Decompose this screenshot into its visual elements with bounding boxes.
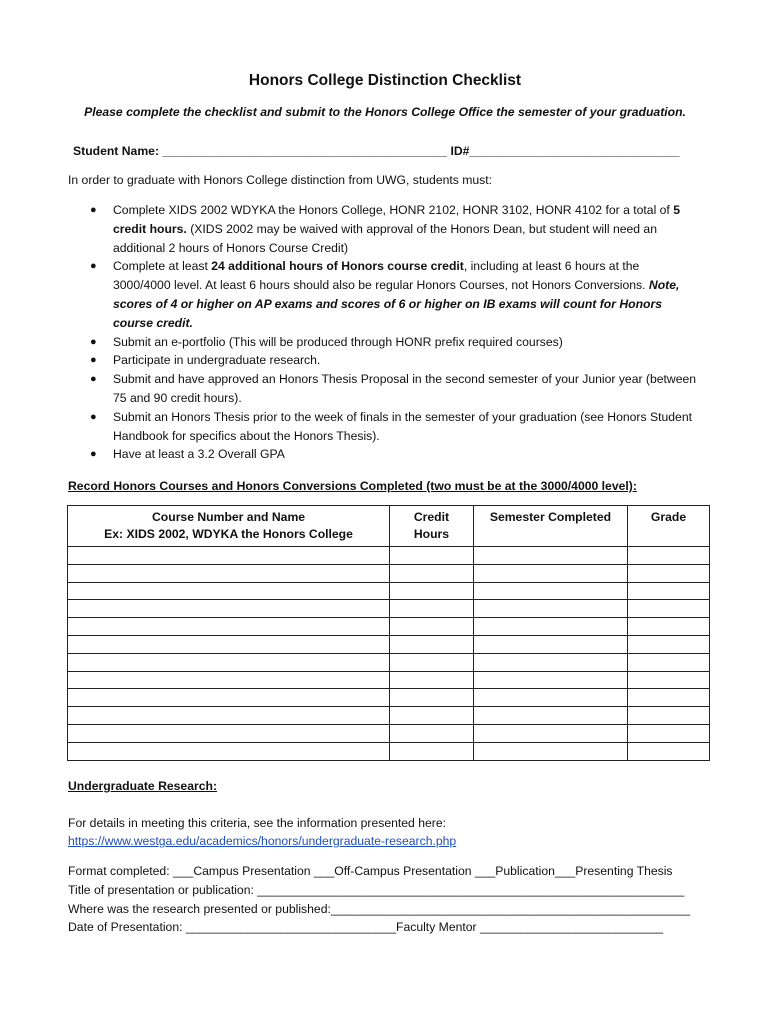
column-header-course xyxy=(68,506,390,547)
table-cell[interactable] xyxy=(68,653,390,671)
table-cell[interactable] xyxy=(473,582,627,600)
column-header-example: Ex: XIDS 2002, WDYKA the Honors College xyxy=(104,527,353,541)
table-cell[interactable] xyxy=(473,547,627,565)
instructions-subtitle: Please complete the checklist and submit to the Honors College Office the semester of your graduation. xyxy=(84,105,686,119)
table-cell[interactable] xyxy=(390,547,474,565)
table-row xyxy=(68,618,710,636)
research-details-text: For details in meeting this criteria, see the information presented here: xyxy=(68,816,447,830)
table-cell[interactable] xyxy=(628,707,710,725)
table-cell[interactable] xyxy=(473,671,627,689)
column-header-label: Credit xyxy=(413,510,450,524)
table-row xyxy=(68,635,710,653)
table-header-row xyxy=(68,506,710,547)
table-cell[interactable] xyxy=(68,582,390,600)
bullet-icon: ● xyxy=(90,373,97,386)
requirement-text: Submit an Honors Thesis prior to the week of finals in the semester of your graduation (see Honors Student Handbook for specifics about the Honors Thesis). xyxy=(113,409,692,443)
requirement-item xyxy=(68,257,698,332)
table-cell[interactable] xyxy=(390,653,474,671)
research-section-heading: Undergraduate Research: xyxy=(68,779,218,793)
table-row xyxy=(68,724,710,742)
requirement-text: Complete XIDS 2002 WDYKA the Honors College, HONR 2102, HONR 3102, HONR 4102 for a total of xyxy=(113,203,674,217)
requirement-item xyxy=(68,408,698,446)
presentation-title-field[interactable]: Title of presentation or publication: _______________________________________________________________ xyxy=(68,883,685,897)
column-header-label: Course Number and Name xyxy=(152,510,306,524)
table-cell[interactable] xyxy=(628,724,710,742)
table-cell[interactable] xyxy=(473,564,627,582)
column-header-credit-hours xyxy=(390,506,474,547)
requirement-item xyxy=(68,370,698,408)
table-cell[interactable] xyxy=(473,635,627,653)
bullet-icon: ● xyxy=(90,354,97,367)
table-cell[interactable] xyxy=(628,653,710,671)
column-header-label: Hours xyxy=(413,527,450,541)
table-cell[interactable] xyxy=(390,671,474,689)
table-cell[interactable] xyxy=(68,618,390,636)
table-cell[interactable] xyxy=(390,618,474,636)
requirement-text: (XIDS 2002 may be waived with approval of the Honors Dean, but student will need an additional 2 hours of Honors Course Credit) xyxy=(113,221,657,255)
table-cell[interactable] xyxy=(390,742,474,760)
table-cell[interactable] xyxy=(68,600,390,618)
bullet-icon: ● xyxy=(90,410,97,423)
table-row xyxy=(68,653,710,671)
table-cell[interactable] xyxy=(628,564,710,582)
table-cell[interactable] xyxy=(628,600,710,618)
table-row xyxy=(68,582,710,600)
student-name-id-field[interactable]: Student Name: __________________________________________ ID#_______________________________ xyxy=(73,144,680,158)
requirement-text: Complete at least xyxy=(113,259,212,274)
requirement-text: Submit and have approved an Honors Thesis Proposal in the second semester of your Junior year (between 75 and 90 credit hours). xyxy=(113,372,697,405)
table-cell[interactable] xyxy=(68,724,390,742)
requirement-item xyxy=(68,351,698,370)
table-cell[interactable] xyxy=(473,689,627,707)
table-cell[interactable] xyxy=(68,689,390,707)
table-cell[interactable] xyxy=(628,671,710,689)
intro-text: In order to graduate with Honors College distinction from UWG, students must: xyxy=(68,173,493,187)
column-header-grade: Grade xyxy=(628,506,710,547)
bullet-icon: ● xyxy=(90,260,97,273)
table-cell[interactable] xyxy=(628,582,710,600)
table-cell[interactable] xyxy=(68,671,390,689)
table-cell[interactable] xyxy=(390,689,474,707)
table-row xyxy=(68,671,710,689)
table-cell[interactable] xyxy=(390,707,474,725)
table-cell[interactable] xyxy=(68,707,390,725)
table-row xyxy=(68,600,710,618)
table-cell[interactable] xyxy=(390,724,474,742)
table-row xyxy=(68,564,710,582)
table-cell[interactable] xyxy=(473,618,627,636)
requirement-text: Have at least a 3.2 Overall GPA xyxy=(113,447,285,462)
requirement-emphasis: 5 credit hours. xyxy=(113,203,680,236)
research-info-link[interactable]: https://www.westga.edu/academics/honors/undergraduate-research.php xyxy=(68,834,457,848)
column-header-semester: Semester Completed xyxy=(473,506,627,547)
table-cell[interactable] xyxy=(473,707,627,725)
table-cell[interactable] xyxy=(628,742,710,760)
requirement-item xyxy=(68,333,698,352)
table-cell[interactable] xyxy=(473,653,627,671)
table-cell[interactable] xyxy=(68,564,390,582)
requirement-emphasis: 24 additional hours of Honors course credit xyxy=(211,259,464,274)
table-cell[interactable] xyxy=(390,600,474,618)
table-cell[interactable] xyxy=(628,618,710,636)
table-row xyxy=(68,689,710,707)
page-title: Honors College Distinction Checklist xyxy=(248,72,522,89)
table-cell[interactable] xyxy=(473,742,627,760)
table-cell[interactable] xyxy=(628,635,710,653)
table-row xyxy=(68,707,710,725)
bullet-icon: ● xyxy=(90,204,97,216)
table-cell[interactable] xyxy=(390,564,474,582)
table-cell[interactable] xyxy=(68,742,390,760)
table-cell[interactable] xyxy=(390,635,474,653)
bullet-icon: ● xyxy=(90,335,97,348)
table-cell[interactable] xyxy=(628,689,710,707)
table-cell[interactable] xyxy=(628,547,710,565)
table-cell[interactable] xyxy=(473,600,627,618)
requirement-item xyxy=(68,201,698,257)
format-completed-field[interactable]: Format completed: ___Campus Presentation ___Off-Campus Presentation ___Publication___Presenting Thesis xyxy=(68,864,673,878)
table-row xyxy=(68,742,710,760)
presentation-date-mentor-field[interactable]: Date of Presentation: _______________________________Faculty Mentor ___________________________ xyxy=(68,920,663,934)
requirement-item xyxy=(68,445,698,464)
table-cell[interactable] xyxy=(68,547,390,565)
table-cell[interactable] xyxy=(473,724,627,742)
table-cell[interactable] xyxy=(68,635,390,653)
table-cell[interactable] xyxy=(390,582,474,600)
courses-section-heading: Record Honors Courses and Honors Conversions Completed (two must be at the 3000/4000 level): xyxy=(68,479,637,493)
table-row xyxy=(68,547,710,565)
requirement-text: Participate in undergraduate research. xyxy=(113,353,321,368)
courses-table xyxy=(67,505,710,761)
requirement-text: , including at least 6 hours at the 3000/4000 level. At least 6 hours should also be regular Honors Courses, not Honors Conversions. xyxy=(113,259,649,293)
requirements-list xyxy=(68,201,698,464)
bullet-icon: ● xyxy=(90,448,97,461)
requirement-text: Submit an e-portfolio (This will be produced through HONR prefix required courses) xyxy=(113,334,563,349)
research-venue-field[interactable]: Where was the research presented or published:_____________________________________________________ xyxy=(68,902,691,916)
requirement-note: Note, scores of 4 or higher on AP exams and scores of 6 or higher on IB exams will count for Honors course credit. xyxy=(113,278,680,330)
